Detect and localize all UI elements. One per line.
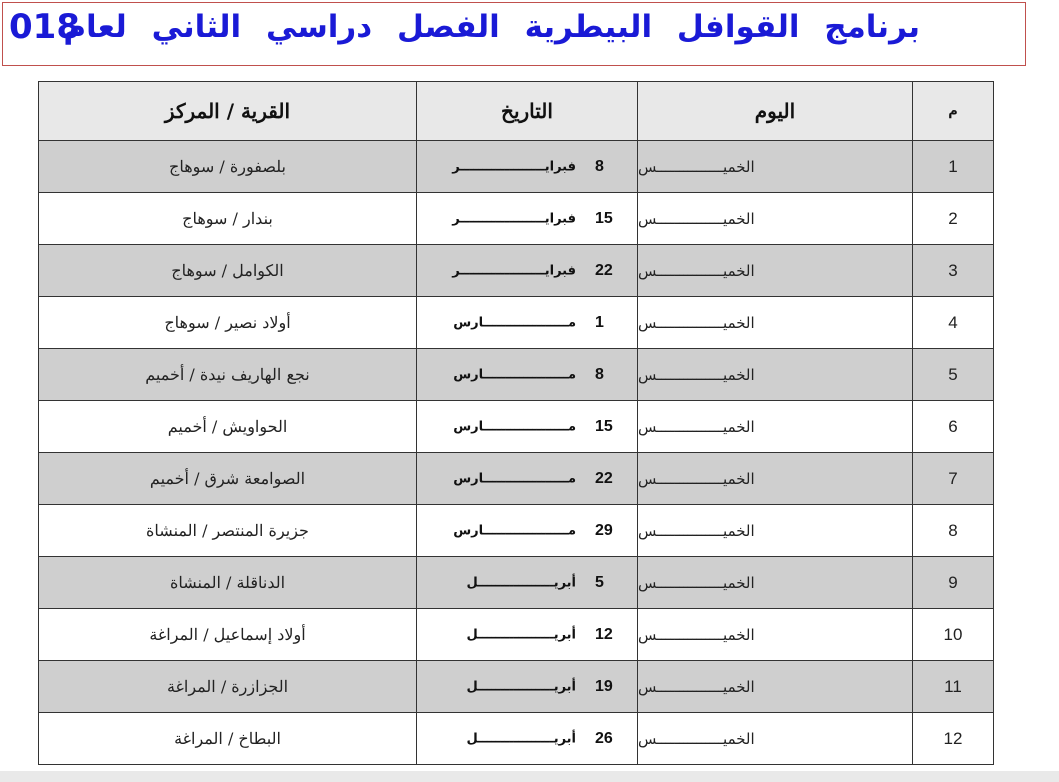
table-row — [39, 557, 994, 609]
place-cell: البطاخ / المراغة — [39, 713, 417, 765]
date-month: أبريـــــــــــــــــل — [466, 575, 576, 590]
place-cell: أولاد إسماعيل / المراغة — [39, 609, 417, 661]
date-day-number: 8 — [595, 365, 604, 383]
date-month: مـــــــــــــــــــارس — [453, 419, 576, 434]
date-day-number: 19 — [595, 677, 613, 695]
table-row — [39, 661, 994, 713]
place-cell: نجع الهاريف نيدة / أخميم — [39, 349, 417, 401]
document-title: برنامج القوافل البيطرية الفصل دراسي الثاني لعام — [63, 9, 920, 45]
table-row — [39, 401, 994, 453]
date-month: أبريـــــــــــــــــل — [466, 679, 576, 694]
date-month: مـــــــــــــــــــارس — [453, 471, 576, 486]
place-cell: الكوامل / سوهاج — [39, 245, 417, 297]
row-number-cell: 4 — [913, 297, 994, 349]
day-cell: الخميـــــــــــــــس — [638, 349, 913, 401]
date-cell — [417, 453, 638, 505]
date-month: فبرايـــــــــــــــــــر — [452, 159, 576, 174]
row-number-cell: 2 — [913, 193, 994, 245]
date-month: مـــــــــــــــــــارس — [453, 315, 576, 330]
date-day-number: 22 — [595, 469, 613, 487]
row-number-cell: 8 — [913, 505, 994, 557]
table-row — [39, 297, 994, 349]
date-cell — [417, 349, 638, 401]
date-day-number: 26 — [595, 729, 613, 747]
table-row — [39, 193, 994, 245]
table-header-row — [39, 82, 994, 141]
date-month: فبرايـــــــــــــــــــر — [452, 211, 576, 226]
date-cell — [417, 609, 638, 661]
day-cell: الخميـــــــــــــــس — [638, 609, 913, 661]
table-row — [39, 349, 994, 401]
place-cell: أولاد نصير / سوهاج — [39, 297, 417, 349]
place-cell: بندار / سوهاج — [39, 193, 417, 245]
date-day-number: 15 — [595, 209, 613, 227]
day-cell: الخميـــــــــــــــس — [638, 245, 913, 297]
row-number-cell: 10 — [913, 609, 994, 661]
date-day-number: 8 — [595, 157, 604, 175]
date-cell — [417, 245, 638, 297]
date-month: مـــــــــــــــــــارس — [453, 523, 576, 538]
date-cell — [417, 661, 638, 713]
header-place: القرية / المركز — [39, 82, 417, 141]
date-cell — [417, 141, 638, 193]
bottom-scroll-strip — [0, 771, 1059, 782]
date-cell — [417, 505, 638, 557]
day-cell: الخميـــــــــــــــس — [638, 193, 913, 245]
row-number-cell: 6 — [913, 401, 994, 453]
table-row — [39, 713, 994, 765]
date-day-number: 22 — [595, 261, 613, 279]
place-cell: الدناقلة / المنشاة — [39, 557, 417, 609]
date-month: أبريـــــــــــــــــل — [466, 731, 576, 746]
table-row — [39, 609, 994, 661]
row-number-cell: 12 — [913, 713, 994, 765]
header-date: التاريخ — [417, 82, 638, 141]
document-title-year: 018 — [9, 7, 80, 47]
row-number-cell: 9 — [913, 557, 994, 609]
row-number-cell: 3 — [913, 245, 994, 297]
header-number: م — [913, 82, 994, 141]
table-row — [39, 453, 994, 505]
place-cell: جزيرة المنتصر / المنشاة — [39, 505, 417, 557]
header-day: اليوم — [638, 82, 913, 141]
day-cell: الخميـــــــــــــــس — [638, 453, 913, 505]
place-cell: الجزازرة / المراغة — [39, 661, 417, 713]
date-day-number: 15 — [595, 417, 613, 435]
day-cell: الخميـــــــــــــــس — [638, 505, 913, 557]
day-cell: الخميـــــــــــــــس — [638, 557, 913, 609]
date-month: فبرايـــــــــــــــــــر — [452, 263, 576, 278]
day-cell: الخميـــــــــــــــس — [638, 401, 913, 453]
row-number-cell: 1 — [913, 141, 994, 193]
row-number-cell: 5 — [913, 349, 994, 401]
row-number-cell: 11 — [913, 661, 994, 713]
date-cell — [417, 557, 638, 609]
date-day-number: 29 — [595, 521, 613, 539]
title-banner — [2, 2, 1026, 66]
date-month: أبريـــــــــــــــــل — [466, 627, 576, 642]
place-cell: الصوامعة شرق / أخميم — [39, 453, 417, 505]
date-cell — [417, 297, 638, 349]
day-cell: الخميـــــــــــــــس — [638, 141, 913, 193]
date-month: مـــــــــــــــــــارس — [453, 367, 576, 382]
date-day-number: 5 — [595, 573, 604, 591]
date-day-number: 1 — [595, 313, 604, 331]
table-row — [39, 141, 994, 193]
table-row — [39, 505, 994, 557]
date-cell — [417, 193, 638, 245]
date-cell — [417, 401, 638, 453]
day-cell: الخميـــــــــــــــس — [638, 713, 913, 765]
place-cell: الحواويش / أخميم — [39, 401, 417, 453]
caravan-schedule-table — [38, 81, 994, 765]
date-day-number: 12 — [595, 625, 613, 643]
place-cell: بلصفورة / سوهاج — [39, 141, 417, 193]
day-cell: الخميـــــــــــــــس — [638, 297, 913, 349]
table-row — [39, 245, 994, 297]
day-cell: الخميـــــــــــــــس — [638, 661, 913, 713]
row-number-cell: 7 — [913, 453, 994, 505]
date-cell — [417, 713, 638, 765]
